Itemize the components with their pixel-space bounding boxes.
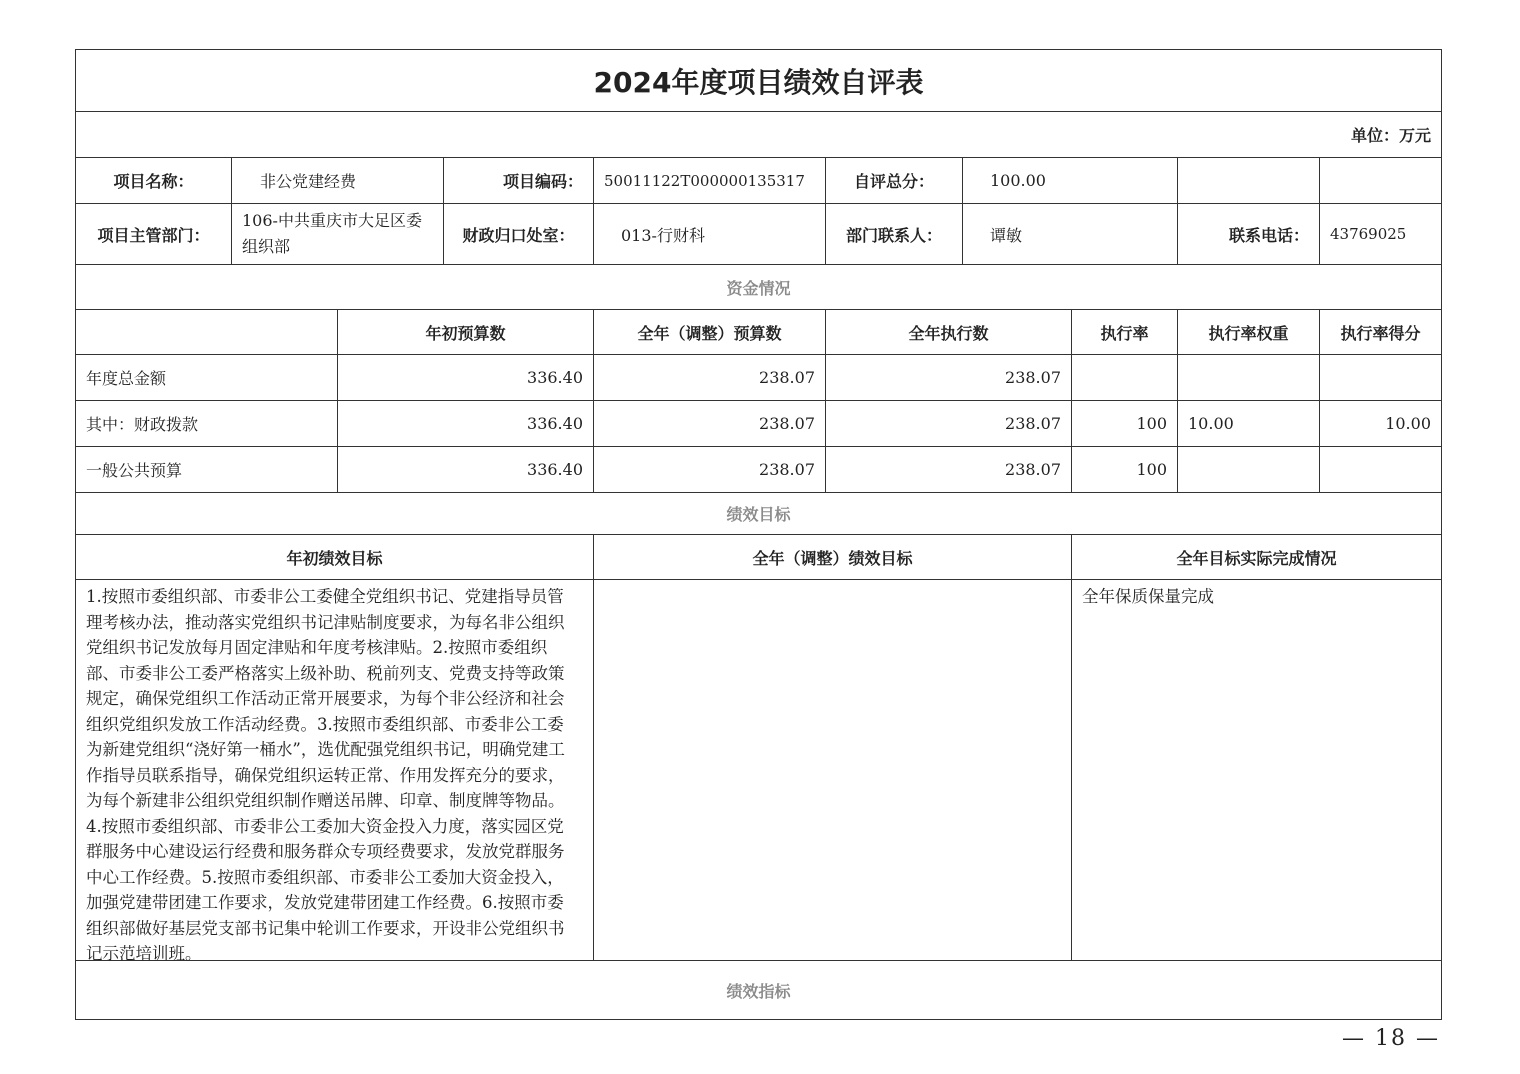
finance-label: 财政归口处室： xyxy=(444,204,594,264)
empty-cell xyxy=(1320,158,1441,203)
table-row xyxy=(76,401,1441,447)
phone-value: 43769025 xyxy=(1330,225,1407,243)
header-initial-budget: 年初预算数 xyxy=(338,310,594,354)
header-actual-completion: 全年目标实际完成情况 xyxy=(1176,548,1337,568)
goals-section-title: 绩效目标 xyxy=(726,505,791,524)
adjusted-value: 238.07 xyxy=(594,447,826,492)
adjusted-value: 238.07 xyxy=(594,401,826,446)
phone-label: 联系电话： xyxy=(1178,204,1320,264)
project-name-value: 非公党建经费 xyxy=(232,158,444,203)
initial-value: 336.40 xyxy=(338,401,594,446)
contact-value: 谭敏 xyxy=(963,204,1178,264)
adjusted-goal-cell xyxy=(594,580,1072,960)
title-row xyxy=(76,50,1441,112)
header-adjusted-goal: 全年（调整）绩效目标 xyxy=(594,535,1072,579)
actual-completion-text: 全年保质保量完成 xyxy=(1082,587,1214,606)
weight-value xyxy=(1178,355,1320,400)
initial-goal-cell xyxy=(76,580,594,963)
info-row-2 xyxy=(76,204,1441,265)
header-rate: 执行率 xyxy=(1072,310,1178,354)
project-code-label: 项目编码： xyxy=(444,158,594,203)
project-name-label: 项目名称： xyxy=(76,158,232,203)
table-row xyxy=(76,447,1441,493)
funds-header-row xyxy=(76,310,1441,355)
initial-value: 336.40 xyxy=(338,447,594,492)
adjusted-value: 238.07 xyxy=(594,355,826,400)
project-code-value: 50011122T000000135317 xyxy=(594,158,826,203)
dept-label: 项目主管部门： xyxy=(76,204,232,264)
funds-section-row xyxy=(76,265,1441,310)
rate-value xyxy=(1072,355,1178,400)
initial-value: 336.40 xyxy=(338,355,594,400)
executed-value: 238.07 xyxy=(826,355,1072,400)
weight-value xyxy=(1178,447,1320,492)
score-value xyxy=(1320,447,1441,492)
empty-header-cell xyxy=(76,310,338,354)
finance-value: 013-行财科 xyxy=(594,204,826,264)
dept-text: 106-中共重庆市大足区委组织部 xyxy=(242,211,422,256)
rate-value: 100 xyxy=(1072,447,1178,492)
page-number: — 18 — xyxy=(1342,1026,1440,1051)
actual-completion-cell xyxy=(1072,580,1441,960)
header-executed: 全年执行数 xyxy=(826,310,1072,354)
header-initial-goal: 年初绩效目标 xyxy=(76,535,594,579)
score-value xyxy=(1320,355,1441,400)
initial-goal-text: 1.按照市委组织部、市委非公工委健全党组织书记、党建指导员管理考核办法，推动落实党组织书记津贴制度要求，为每名非公组织党组织书记发放每月固定津贴和年度考核津贴。2.按照市委组织部、市委非公工委严格落实上级补助、税前列支、党费支持等政策规定，确保党组织工作活动正常开展要求，为每个非公经济和社会组织党组织发放工作活动经费。3.按照市委组织部、市委非公工委为新建党组织“浇好第一桶水”，选优配强党组织书记，明确党建工作指导员联系指导，确保党组织运转正常、作用发挥充分的要求，为每个新建非公组织党组织制作赠送吊牌、印章、制度牌等物品。4.按照市委组织部、市委非公工委加大资金投入力度，落实园区党群服务中心建设运行经费和服务群众专项经费要求，发放党群服务中心工作经费。5.按照市委组织部、市委非公工委加大资金投入，加强党建带团建工作要求，发放党建带团建工作经费。6.按照市委组织部做好基层党支部书记集中轮训工作要求，开设非公党组织书记示范培训班。 xyxy=(86,587,565,963)
unit-row xyxy=(76,112,1441,158)
weight-value: 10.00 xyxy=(1178,401,1320,446)
empty-cell xyxy=(1178,158,1320,203)
executed-value: 238.07 xyxy=(826,447,1072,492)
header-score: 执行率得分 xyxy=(1340,323,1421,343)
executed-value: 238.07 xyxy=(826,401,1072,446)
table-row xyxy=(76,355,1441,401)
row-name: 一般公共预算 xyxy=(76,447,338,492)
self-evaluation-form xyxy=(75,49,1442,1020)
page-title: 2024年度项目绩效自评表 xyxy=(593,65,924,99)
funds-section-title: 资金情况 xyxy=(726,278,791,298)
contact-label: 部门联系人： xyxy=(826,204,963,264)
dept-value xyxy=(232,204,444,264)
rate-value: 100 xyxy=(1072,401,1178,446)
indicators-section-row xyxy=(76,961,1441,1019)
header-adjusted-budget: 全年（调整）预算数 xyxy=(594,310,826,354)
goals-header-row xyxy=(76,535,1441,580)
score-value: 10.00 xyxy=(1385,414,1431,433)
header-weight: 执行率权重 xyxy=(1178,310,1320,354)
row-name: 年度总金额 xyxy=(76,355,338,400)
row-name: 其中：财政拨款 xyxy=(76,401,338,446)
info-row-1 xyxy=(76,158,1441,204)
goals-section-row xyxy=(76,493,1441,535)
goals-content-row xyxy=(76,580,1441,961)
indicators-section-title: 绩效指标 xyxy=(726,981,791,1001)
self-score-value: 100.00 xyxy=(963,158,1178,203)
unit-label: 单位：万元 xyxy=(1350,126,1431,145)
self-score-label: 自评总分： xyxy=(826,158,963,203)
